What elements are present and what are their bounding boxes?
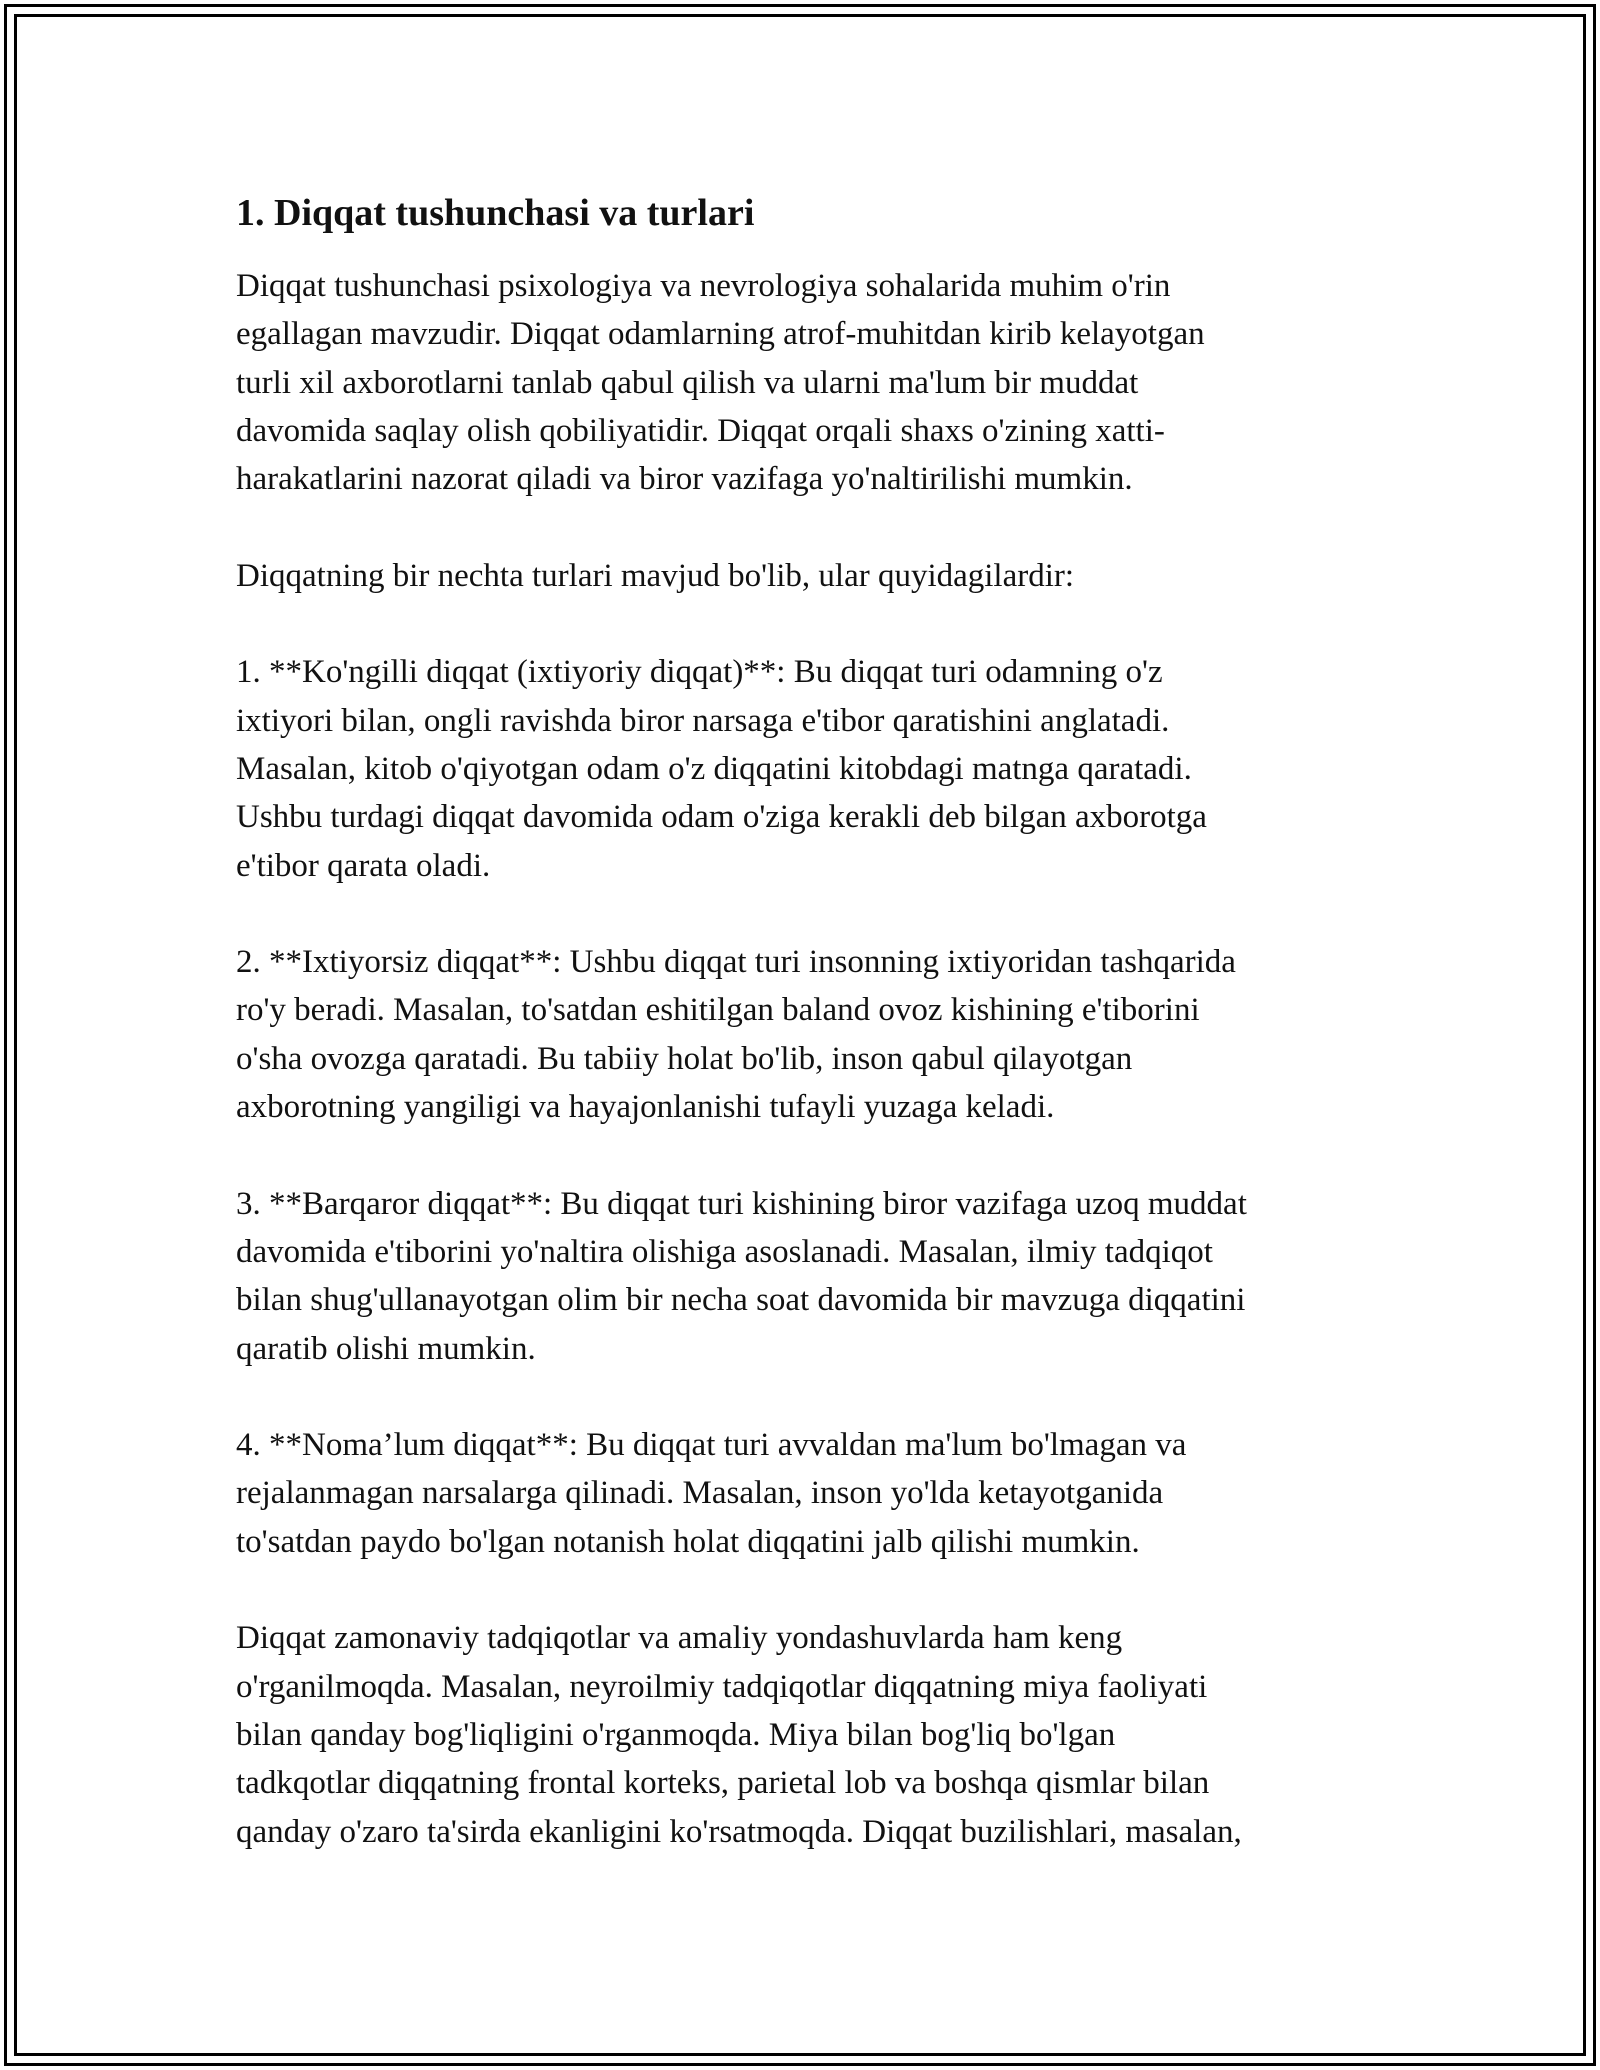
paragraph-intro: Diqqat tushunchasi psixologiya va nevrologiya sohalarida muhim o'rin egallagan mavzudir. Diqqat odamlarning atrof-muhitdan kirib kelayotgan turli xil axborotlarni tanlab qabul qilish va ularni ma'lum bir muddat davomida saqlay olish qobiliyatidir. Diqqat orqali shaxs o'zining xatti- harakatlarini nazorat qiladi va biror vazifaga yo'naltirilishi mumkin. bbox=[236, 268, 1205, 498]
paragraph-research: Diqqat zamonaviy tadqiqotlar va amaliy yondashuvlarda ham keng o'rganilmoqda. Masalan, neyroilmiy tadqiqotlar diqqatning miya faoliyati bilan qanday bog'liqligini o'rganmoqda. Miya bilan bog'liq bo'lgan tadkqotlar diqqatning frontal korteks, parietal lob va boshqa qismlar bilan qanday o'zaro ta'sirda ekanligini ko'rsatmoqda. Diqqat buzilishlari, masalan, bbox=[236, 1620, 1242, 1850]
paragraph-types-lead: Diqqatning bir nechta turlari mavjud bo'lib, ular quyidagilardir: bbox=[236, 557, 1075, 594]
section-heading: 1. Diqqat tushunchasi va turlari bbox=[236, 192, 755, 234]
document-body bbox=[236, 186, 1366, 1856]
paragraph-type-unknown: 4. **Noma’lum diqqat**: Bu diqqat turi avvaldan ma'lum bo'lmagan va rejalanmagan narsalarga qilinadi. Masalan, inson yo'lda ketayotganida to'satdan paydo bo'lgan notanish holat diqqatini jalb qilishi mumkin. bbox=[236, 1427, 1187, 1560]
paragraph-type-sustained: 3. **Barqaror diqqat**: Bu diqqat turi kishining biror vazifaga uzoq muddat davomida e'tiborini yo'naltira olishiga asoslanadi. Masalan, ilmiy tadqiqot bilan shug'ullanayotgan olim bir necha soat davomida bir mavzuga diqqatini qaratib olishi mumkin. bbox=[236, 1185, 1247, 1367]
paragraph-type-involuntary: 2. **Ixtiyorsiz diqqat**: Ushbu diqqat turi insonning ixtiyoridan tashqarida ro'y beradi. Masalan, to'satdan eshitilgan baland ovoz kishining e'tiborini o'sha ovozga qaratadi. Bu tabiiy holat bo'lib, inson qabul qilayotgan axborotning yangiligi va hayajonlanishi tufayli yuzaga keladi. bbox=[236, 944, 1236, 1126]
paragraph-type-voluntary: 1. **Ko'ngilli diqqat (ixtiyoriy diqqat)**: Bu diqqat turi odamning o'z ixtiyori bilan, ongli ravishda biror narsaga e'tibor qaratishini anglatadi. Masalan, kitob o'qiyotgan odam o'z diqqatini kitobdagi matnga qaratadi. Ushbu turdagi diqqat davomida odam o'ziga kerakli deb bilgan axborotga e'tibor qarata oladi. bbox=[236, 654, 1207, 884]
